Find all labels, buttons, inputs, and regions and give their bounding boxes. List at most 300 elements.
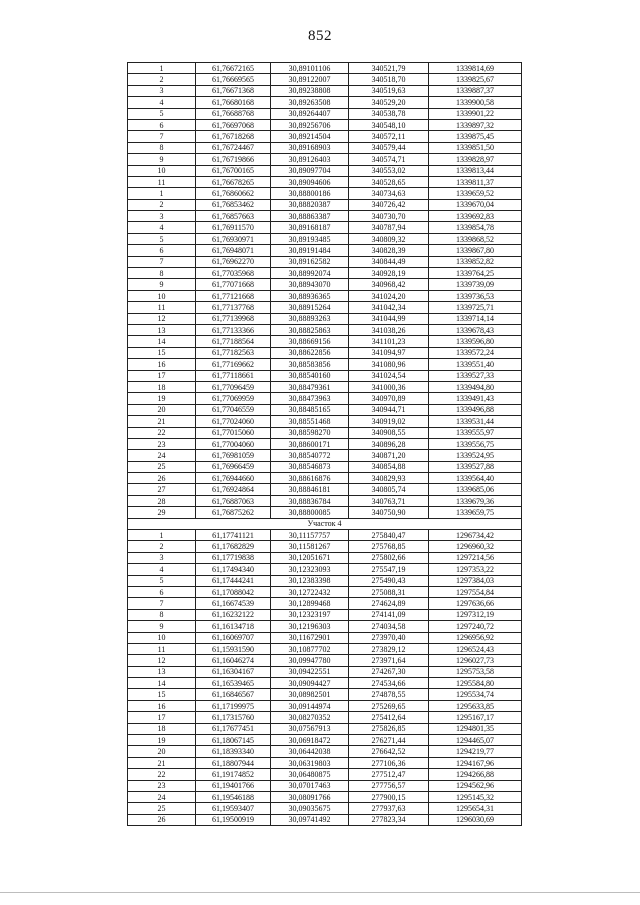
longitude-cell: 30,89191484 xyxy=(271,245,349,256)
point-number-cell: 8 xyxy=(128,268,196,279)
y-coordinate-cell: 1339678,43 xyxy=(429,324,522,335)
point-number-cell: 10 xyxy=(128,632,196,643)
table-row xyxy=(128,256,522,267)
section-header-row xyxy=(128,518,522,529)
y-coordinate-cell: 1339714,14 xyxy=(429,313,522,324)
point-number-cell: 5 xyxy=(128,233,196,244)
latitude-cell: 61,76678265 xyxy=(196,176,271,187)
y-coordinate-cell: 1339494,80 xyxy=(429,381,522,392)
point-number-cell: 4 xyxy=(128,564,196,575)
longitude-cell: 30,11157757 xyxy=(271,530,349,541)
table-row xyxy=(128,63,522,74)
longitude-cell: 30,88943070 xyxy=(271,279,349,290)
table-row xyxy=(128,188,522,199)
x-coordinate-cell: 341101,23 xyxy=(349,336,429,347)
y-coordinate-cell: 1339496,88 xyxy=(429,404,522,415)
latitude-cell: 61,76930971 xyxy=(196,233,271,244)
longitude-cell: 30,12051671 xyxy=(271,552,349,563)
point-number-cell: 13 xyxy=(128,666,196,677)
latitude-cell: 61,76724467 xyxy=(196,142,271,153)
point-number-cell: 15 xyxy=(128,347,196,358)
point-number-cell: 25 xyxy=(128,461,196,472)
latitude-cell: 61,18393340 xyxy=(196,746,271,757)
y-coordinate-cell: 1339685,06 xyxy=(429,484,522,495)
table-row xyxy=(128,245,522,256)
y-coordinate-cell: 1297214,56 xyxy=(429,552,522,563)
x-coordinate-cell: 274034,58 xyxy=(349,621,429,632)
point-number-cell: 8 xyxy=(128,609,196,620)
longitude-cell: 30,88669156 xyxy=(271,336,349,347)
table-row xyxy=(128,336,522,347)
x-coordinate-cell: 277106,36 xyxy=(349,757,429,768)
y-coordinate-cell: 1294465,07 xyxy=(429,735,522,746)
x-coordinate-cell: 340730,70 xyxy=(349,211,429,222)
table-row xyxy=(128,302,522,313)
y-coordinate-cell: 1296956,92 xyxy=(429,632,522,643)
point-number-cell: 10 xyxy=(128,165,196,176)
x-coordinate-cell: 275840,47 xyxy=(349,530,429,541)
latitude-cell: 61,77024060 xyxy=(196,416,271,427)
table-row xyxy=(128,757,522,768)
table-row xyxy=(128,97,522,108)
point-number-cell: 11 xyxy=(128,176,196,187)
table-row xyxy=(128,780,522,791)
x-coordinate-cell: 340579,44 xyxy=(349,142,429,153)
table-row xyxy=(128,74,522,85)
table-row xyxy=(128,222,522,233)
point-number-cell: 18 xyxy=(128,723,196,734)
table-row xyxy=(128,154,522,165)
y-coordinate-cell: 1339739,09 xyxy=(429,279,522,290)
x-coordinate-cell: 340519,63 xyxy=(349,85,429,96)
x-coordinate-cell: 273970,40 xyxy=(349,632,429,643)
longitude-cell: 30,11672901 xyxy=(271,632,349,643)
x-coordinate-cell: 277900,15 xyxy=(349,792,429,803)
point-number-cell: 16 xyxy=(128,700,196,711)
point-number-cell: 5 xyxy=(128,108,196,119)
table-row xyxy=(128,700,522,711)
table-row xyxy=(128,609,522,620)
longitude-cell: 30,09144974 xyxy=(271,700,349,711)
x-coordinate-cell: 275547,19 xyxy=(349,564,429,575)
y-coordinate-cell: 1339814,69 xyxy=(429,63,522,74)
x-coordinate-cell: 273829,12 xyxy=(349,643,429,654)
point-number-cell: 4 xyxy=(128,222,196,233)
x-coordinate-cell: 274534,66 xyxy=(349,678,429,689)
longitude-cell: 30,09035675 xyxy=(271,803,349,814)
table-row xyxy=(128,792,522,803)
latitude-cell: 61,76669565 xyxy=(196,74,271,85)
y-coordinate-cell: 1339852,82 xyxy=(429,256,522,267)
x-coordinate-cell: 340572,11 xyxy=(349,131,429,142)
longitude-cell: 30,09094427 xyxy=(271,678,349,689)
latitude-cell: 61,76719866 xyxy=(196,154,271,165)
point-number-cell: 9 xyxy=(128,154,196,165)
table-row xyxy=(128,621,522,632)
y-coordinate-cell: 1339828,97 xyxy=(429,154,522,165)
latitude-cell: 61,77121668 xyxy=(196,290,271,301)
latitude-cell: 61,76944660 xyxy=(196,473,271,484)
latitude-cell: 61,77046559 xyxy=(196,404,271,415)
table-row xyxy=(128,575,522,586)
x-coordinate-cell: 340919,02 xyxy=(349,416,429,427)
y-coordinate-cell: 1294167,96 xyxy=(429,757,522,768)
x-coordinate-cell: 276271,44 xyxy=(349,735,429,746)
x-coordinate-cell: 274878,55 xyxy=(349,689,429,700)
latitude-cell: 61,16232122 xyxy=(196,609,271,620)
longitude-cell: 30,89264407 xyxy=(271,108,349,119)
x-coordinate-cell: 274141,09 xyxy=(349,609,429,620)
point-number-cell: 17 xyxy=(128,712,196,723)
latitude-cell: 61,16539465 xyxy=(196,678,271,689)
table-row xyxy=(128,735,522,746)
x-coordinate-cell: 340809,32 xyxy=(349,233,429,244)
x-coordinate-cell: 340787,94 xyxy=(349,222,429,233)
longitude-cell: 30,12323093 xyxy=(271,564,349,575)
point-number-cell: 17 xyxy=(128,370,196,381)
latitude-cell: 61,19174852 xyxy=(196,769,271,780)
y-coordinate-cell: 1297384,03 xyxy=(429,575,522,586)
x-coordinate-cell: 275826,85 xyxy=(349,723,429,734)
longitude-cell: 30,08270352 xyxy=(271,712,349,723)
y-coordinate-cell: 1339868,52 xyxy=(429,233,522,244)
y-coordinate-cell: 1339875,45 xyxy=(429,131,522,142)
table-row xyxy=(128,746,522,757)
table-row xyxy=(128,279,522,290)
y-coordinate-cell: 1339524,95 xyxy=(429,450,522,461)
section-label: Участок 4 xyxy=(128,518,522,529)
longitude-cell: 30,89193485 xyxy=(271,233,349,244)
latitude-cell: 61,76981059 xyxy=(196,450,271,461)
y-coordinate-cell: 1339596,80 xyxy=(429,336,522,347)
y-coordinate-cell: 1339679,36 xyxy=(429,495,522,506)
x-coordinate-cell: 275412,64 xyxy=(349,712,429,723)
latitude-cell: 61,16304167 xyxy=(196,666,271,677)
x-coordinate-cell: 340574,71 xyxy=(349,154,429,165)
x-coordinate-cell: 340763,71 xyxy=(349,495,429,506)
y-coordinate-cell: 1339854,78 xyxy=(429,222,522,233)
x-coordinate-cell: 275768,85 xyxy=(349,541,429,552)
longitude-cell: 30,06480875 xyxy=(271,769,349,780)
y-coordinate-cell: 1294562,96 xyxy=(429,780,522,791)
point-number-cell: 29 xyxy=(128,507,196,518)
y-coordinate-cell: 1295633,85 xyxy=(429,700,522,711)
longitude-cell: 30,88598270 xyxy=(271,427,349,438)
table-row xyxy=(128,678,522,689)
table-row xyxy=(128,552,522,563)
latitude-cell: 61,17741121 xyxy=(196,530,271,541)
table-row xyxy=(128,507,522,518)
table-row xyxy=(128,347,522,358)
point-number-cell: 12 xyxy=(128,313,196,324)
x-coordinate-cell: 273971,64 xyxy=(349,655,429,666)
point-number-cell: 18 xyxy=(128,381,196,392)
point-number-cell: 2 xyxy=(128,74,196,85)
x-coordinate-cell: 340548,10 xyxy=(349,119,429,130)
x-coordinate-cell: 277937,63 xyxy=(349,803,429,814)
y-coordinate-cell: 1339670,04 xyxy=(429,199,522,210)
x-coordinate-cell: 340896,28 xyxy=(349,438,429,449)
table-row xyxy=(128,438,522,449)
y-coordinate-cell: 1339555,97 xyxy=(429,427,522,438)
latitude-cell: 61,19546188 xyxy=(196,792,271,803)
latitude-cell: 61,76688768 xyxy=(196,108,271,119)
y-coordinate-cell: 1295584,80 xyxy=(429,678,522,689)
latitude-cell: 61,76672165 xyxy=(196,63,271,74)
x-coordinate-cell: 340944,71 xyxy=(349,404,429,415)
table-row xyxy=(128,313,522,324)
point-number-cell: 26 xyxy=(128,814,196,825)
table-row xyxy=(128,450,522,461)
x-coordinate-cell: 277823,34 xyxy=(349,814,429,825)
latitude-cell: 61,17719838 xyxy=(196,552,271,563)
latitude-cell: 61,17088042 xyxy=(196,586,271,597)
latitude-cell: 61,17315760 xyxy=(196,712,271,723)
point-number-cell: 2 xyxy=(128,541,196,552)
x-coordinate-cell: 340968,42 xyxy=(349,279,429,290)
y-coordinate-cell: 1339564,40 xyxy=(429,473,522,484)
longitude-cell: 30,88551468 xyxy=(271,416,349,427)
y-coordinate-cell: 1339900,58 xyxy=(429,97,522,108)
latitude-cell: 61,76680168 xyxy=(196,97,271,108)
point-number-cell: 7 xyxy=(128,131,196,142)
point-number-cell: 14 xyxy=(128,336,196,347)
point-number-cell: 1 xyxy=(128,530,196,541)
point-number-cell: 6 xyxy=(128,245,196,256)
point-number-cell: 19 xyxy=(128,393,196,404)
point-number-cell: 16 xyxy=(128,359,196,370)
table-row xyxy=(128,769,522,780)
latitude-cell: 61,76948071 xyxy=(196,245,271,256)
point-number-cell: 22 xyxy=(128,769,196,780)
table-row xyxy=(128,268,522,279)
table-row xyxy=(128,381,522,392)
latitude-cell: 61,77035968 xyxy=(196,268,271,279)
y-coordinate-cell: 1339897,32 xyxy=(429,119,522,130)
longitude-cell: 30,12323197 xyxy=(271,609,349,620)
longitude-cell: 30,88800085 xyxy=(271,507,349,518)
table-row xyxy=(128,712,522,723)
longitude-cell: 30,88540160 xyxy=(271,370,349,381)
table-row xyxy=(128,324,522,335)
y-coordinate-cell: 1295145,32 xyxy=(429,792,522,803)
latitude-cell: 61,76924864 xyxy=(196,484,271,495)
latitude-cell: 61,18807944 xyxy=(196,757,271,768)
y-coordinate-cell: 1295167,17 xyxy=(429,712,522,723)
point-number-cell: 3 xyxy=(128,85,196,96)
y-coordinate-cell: 1296030,69 xyxy=(429,814,522,825)
longitude-cell: 30,09422551 xyxy=(271,666,349,677)
x-coordinate-cell: 276642,52 xyxy=(349,746,429,757)
point-number-cell: 28 xyxy=(128,495,196,506)
y-coordinate-cell: 1339825,67 xyxy=(429,74,522,85)
point-number-cell: 24 xyxy=(128,450,196,461)
table-row xyxy=(128,199,522,210)
y-coordinate-cell: 1296960,32 xyxy=(429,541,522,552)
point-number-cell: 5 xyxy=(128,575,196,586)
latitude-cell: 61,16134718 xyxy=(196,621,271,632)
longitude-cell: 30,88820387 xyxy=(271,199,349,210)
longitude-cell: 30,09741492 xyxy=(271,814,349,825)
latitude-cell: 61,77139968 xyxy=(196,313,271,324)
table-row xyxy=(128,165,522,176)
y-coordinate-cell: 1339901,22 xyxy=(429,108,522,119)
y-coordinate-cell: 1339851,50 xyxy=(429,142,522,153)
table-row xyxy=(128,131,522,142)
latitude-cell: 61,17199975 xyxy=(196,700,271,711)
table-row xyxy=(128,495,522,506)
longitude-cell: 30,88825863 xyxy=(271,324,349,335)
table-row xyxy=(128,655,522,666)
y-coordinate-cell: 1297312,19 xyxy=(429,609,522,620)
y-coordinate-cell: 1295654,31 xyxy=(429,803,522,814)
latitude-cell: 61,77118661 xyxy=(196,370,271,381)
point-number-cell: 24 xyxy=(128,792,196,803)
x-coordinate-cell: 340871,20 xyxy=(349,450,429,461)
point-number-cell: 11 xyxy=(128,302,196,313)
point-number-cell: 7 xyxy=(128,598,196,609)
longitude-cell: 30,07567913 xyxy=(271,723,349,734)
table-row xyxy=(128,404,522,415)
latitude-cell: 61,17494340 xyxy=(196,564,271,575)
latitude-cell: 61,77069959 xyxy=(196,393,271,404)
latitude-cell: 61,17677451 xyxy=(196,723,271,734)
table-row xyxy=(128,803,522,814)
point-number-cell: 8 xyxy=(128,142,196,153)
latitude-cell: 61,19593407 xyxy=(196,803,271,814)
longitude-cell: 30,06918472 xyxy=(271,735,349,746)
table-row xyxy=(128,473,522,484)
x-coordinate-cell: 340828,39 xyxy=(349,245,429,256)
y-coordinate-cell: 1339491,43 xyxy=(429,393,522,404)
point-number-cell: 10 xyxy=(128,290,196,301)
longitude-cell: 30,89126403 xyxy=(271,154,349,165)
longitude-cell: 30,88540772 xyxy=(271,450,349,461)
longitude-cell: 30,88616876 xyxy=(271,473,349,484)
longitude-cell: 30,88846181 xyxy=(271,484,349,495)
y-coordinate-cell: 1297554,84 xyxy=(429,586,522,597)
longitude-cell: 30,06319803 xyxy=(271,757,349,768)
longitude-cell: 30,89101106 xyxy=(271,63,349,74)
x-coordinate-cell: 275490,43 xyxy=(349,575,429,586)
y-coordinate-cell: 1295534,74 xyxy=(429,689,522,700)
latitude-cell: 61,77188564 xyxy=(196,336,271,347)
longitude-cell: 30,89097704 xyxy=(271,165,349,176)
latitude-cell: 61,77004060 xyxy=(196,438,271,449)
table-row xyxy=(128,689,522,700)
longitude-cell: 30,89122007 xyxy=(271,74,349,85)
y-coordinate-cell: 1339887,37 xyxy=(429,85,522,96)
x-coordinate-cell: 274267,30 xyxy=(349,666,429,677)
y-coordinate-cell: 1339764,25 xyxy=(429,268,522,279)
x-coordinate-cell: 275269,65 xyxy=(349,700,429,711)
table-row xyxy=(128,370,522,381)
longitude-cell: 30,11581267 xyxy=(271,541,349,552)
latitude-cell: 61,76911570 xyxy=(196,222,271,233)
longitude-cell: 30,12722432 xyxy=(271,586,349,597)
point-number-cell: 14 xyxy=(128,678,196,689)
longitude-cell: 30,89214504 xyxy=(271,131,349,142)
point-number-cell: 9 xyxy=(128,621,196,632)
latitude-cell: 61,77096459 xyxy=(196,381,271,392)
table-row xyxy=(128,723,522,734)
latitude-cell: 61,19500919 xyxy=(196,814,271,825)
y-coordinate-cell: 1339659,52 xyxy=(429,188,522,199)
longitude-cell: 30,88600171 xyxy=(271,438,349,449)
longitude-cell: 30,88915264 xyxy=(271,302,349,313)
longitude-cell: 30,89238808 xyxy=(271,85,349,96)
x-coordinate-cell: 340726,42 xyxy=(349,199,429,210)
coordinates-table xyxy=(127,62,522,826)
longitude-cell: 30,07017463 xyxy=(271,780,349,791)
point-number-cell: 1 xyxy=(128,188,196,199)
longitude-cell: 30,88992074 xyxy=(271,268,349,279)
latitude-cell: 61,76697068 xyxy=(196,119,271,130)
x-coordinate-cell: 340970,89 xyxy=(349,393,429,404)
x-coordinate-cell: 340750,90 xyxy=(349,507,429,518)
table-row xyxy=(128,814,522,825)
point-number-cell: 6 xyxy=(128,586,196,597)
latitude-cell: 61,77133366 xyxy=(196,324,271,335)
longitude-cell: 30,12899468 xyxy=(271,598,349,609)
longitude-cell: 30,88800186 xyxy=(271,188,349,199)
point-number-cell: 26 xyxy=(128,473,196,484)
x-coordinate-cell: 341000,36 xyxy=(349,381,429,392)
longitude-cell: 30,08091766 xyxy=(271,792,349,803)
y-coordinate-cell: 1294801,35 xyxy=(429,723,522,734)
y-coordinate-cell: 1296734,42 xyxy=(429,530,522,541)
table-row xyxy=(128,211,522,222)
point-number-cell: 13 xyxy=(128,324,196,335)
table-row xyxy=(128,461,522,472)
longitude-cell: 30,88836784 xyxy=(271,495,349,506)
latitude-cell: 61,76966459 xyxy=(196,461,271,472)
y-coordinate-cell: 1339551,40 xyxy=(429,359,522,370)
point-number-cell: 1 xyxy=(128,63,196,74)
table-row xyxy=(128,85,522,96)
latitude-cell: 61,77071668 xyxy=(196,279,271,290)
latitude-cell: 61,18067145 xyxy=(196,735,271,746)
latitude-cell: 61,76857663 xyxy=(196,211,271,222)
longitude-cell: 30,88893263 xyxy=(271,313,349,324)
longitude-cell: 30,10877702 xyxy=(271,643,349,654)
longitude-cell: 30,08982501 xyxy=(271,689,349,700)
x-coordinate-cell: 340529,20 xyxy=(349,97,429,108)
x-coordinate-cell: 341024,54 xyxy=(349,370,429,381)
table-row xyxy=(128,541,522,552)
latitude-cell: 61,19401766 xyxy=(196,780,271,791)
x-coordinate-cell: 341038,26 xyxy=(349,324,429,335)
point-number-cell: 19 xyxy=(128,735,196,746)
latitude-cell: 61,77169662 xyxy=(196,359,271,370)
x-coordinate-cell: 274624,89 xyxy=(349,598,429,609)
y-coordinate-cell: 1339725,71 xyxy=(429,302,522,313)
y-coordinate-cell: 1296524,43 xyxy=(429,643,522,654)
latitude-cell: 61,76887063 xyxy=(196,495,271,506)
longitude-cell: 30,88479361 xyxy=(271,381,349,392)
y-coordinate-cell: 1339736,53 xyxy=(429,290,522,301)
table-row xyxy=(128,290,522,301)
x-coordinate-cell: 340908,55 xyxy=(349,427,429,438)
latitude-cell: 61,16846567 xyxy=(196,689,271,700)
latitude-cell: 61,76853462 xyxy=(196,199,271,210)
x-coordinate-cell: 340805,74 xyxy=(349,484,429,495)
y-coordinate-cell: 1339527,88 xyxy=(429,461,522,472)
latitude-cell: 61,76860662 xyxy=(196,188,271,199)
y-coordinate-cell: 1339813,44 xyxy=(429,165,522,176)
x-coordinate-cell: 340734,63 xyxy=(349,188,429,199)
x-coordinate-cell: 340553,02 xyxy=(349,165,429,176)
